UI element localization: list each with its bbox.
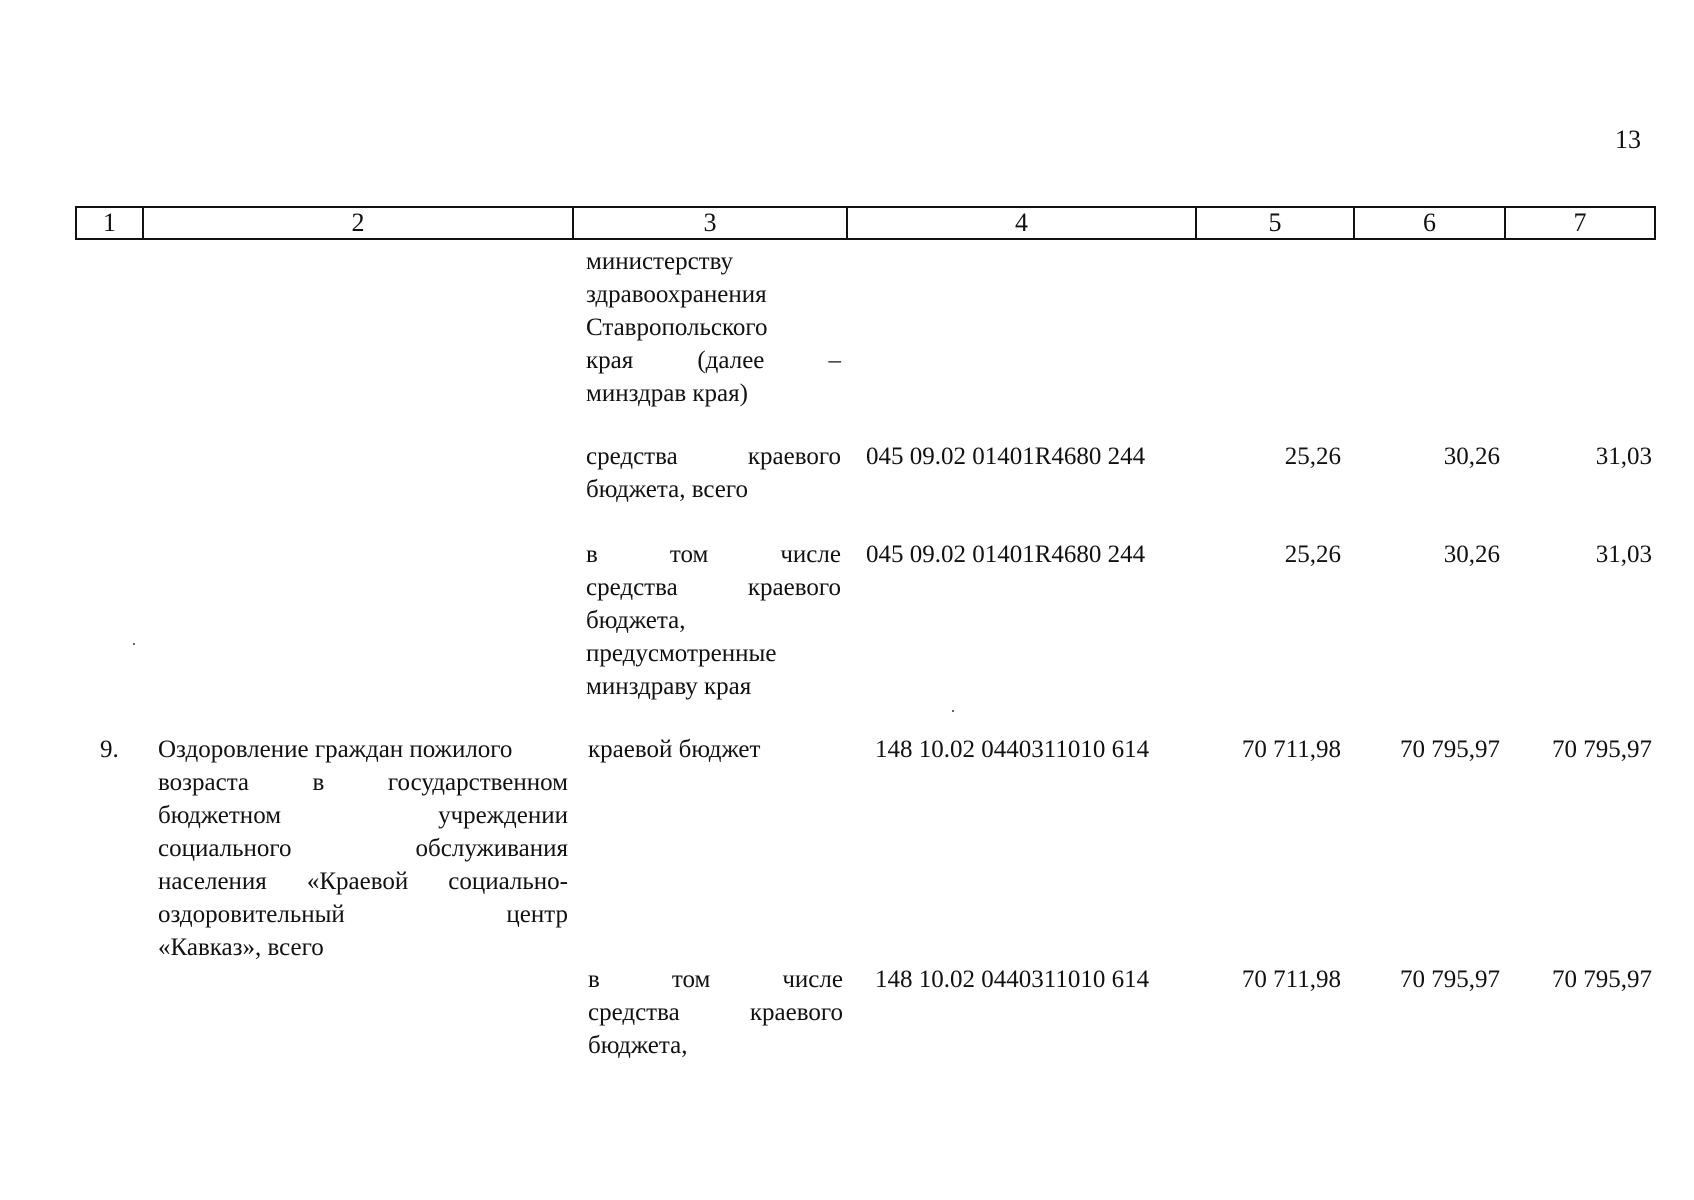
scan-speck [133,643,135,645]
row2-col3: в том числе средства краевого бюджета, предусмотренные минздраву края [586,541,841,700]
header-col-3: 3 [572,206,848,240]
row1-code: 045 09.02 01401R4680 244 [866,443,1146,470]
header-col-1: 1 [75,206,144,240]
row3-col3: краевой бюджет [588,736,761,763]
table-row [586,245,841,410]
row1-col3: средства краевого бюджета, всего [586,443,841,503]
row4-value-7: 70 795,97 [1552,966,1652,993]
row0-col3-line: здравоохранения [586,281,767,308]
row3-col2: Оздоровление граждан пожилого возраста в государственном бюджетном учреждении социального обслуживания населения «Краевой социально- оздоровительный центр «Кавказ», всего [158,736,568,961]
row2-value-7: 31,03 [1595,541,1652,568]
row2-value-5: 25,26 [1284,541,1341,568]
row4-col3: в том числе средства краевого бюджета, [588,966,843,1059]
header-col-2: 2 [142,206,574,240]
row0-col3-line: министерству [586,248,734,275]
row3-number: 9. [100,736,119,763]
page-number: 13 [1615,125,1641,154]
row3-value-5: 70 711,98 [1241,736,1341,763]
row2-value-6: 30,26 [1443,541,1500,568]
header-col-5: 5 [1195,206,1355,240]
header-col-4: 4 [846,206,1197,240]
row1-value-7: 31,03 [1595,443,1652,470]
header-col-6: 6 [1353,206,1506,240]
row1-value-5: 25,26 [1284,443,1341,470]
row0-col3-line: минздрав края) [586,380,748,407]
header-col-7: 7 [1504,206,1656,240]
row1-value-6: 30,26 [1443,443,1500,470]
row4-value-6: 70 795,97 [1400,966,1500,993]
row3-code: 148 10.02 0440311010 614 [875,736,1150,763]
row0-col3-justified-line: края (далее – [586,347,841,374]
row4-code: 148 10.02 0440311010 614 [875,966,1150,993]
row3-value-6: 70 795,97 [1400,736,1500,763]
row2-code: 045 09.02 01401R4680 244 [866,541,1146,568]
scan-speck [952,710,954,712]
row3-value-7: 70 795,97 [1552,736,1652,763]
row4-value-5: 70 711,98 [1241,966,1341,993]
row0-col3-line: Ставропольского [586,314,768,341]
